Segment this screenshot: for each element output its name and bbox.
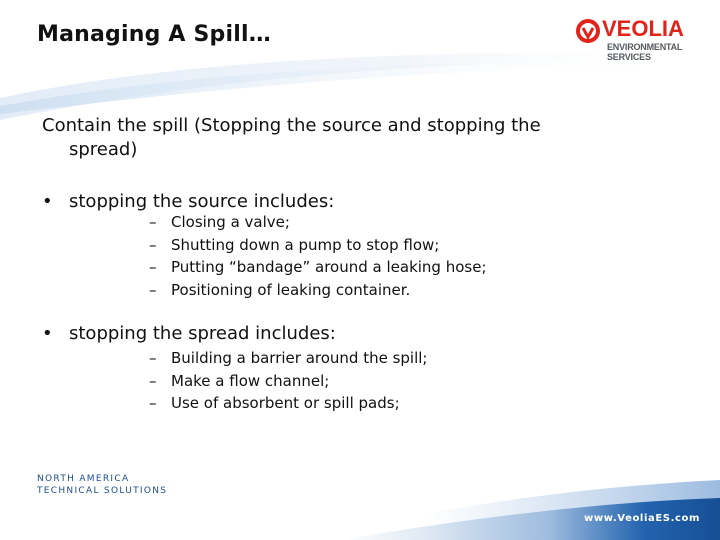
list-dash: – — [149, 235, 157, 254]
list-item — [149, 347, 427, 370]
list-dash: – — [149, 371, 157, 390]
bullet-heading: stopping the spread includes: — [69, 323, 336, 344]
list-dash: – — [149, 349, 157, 367]
list-item — [149, 279, 487, 302]
footer-division-label — [37, 473, 167, 497]
veolia-logo-icon — [576, 18, 602, 44]
list-dash: – — [149, 213, 157, 231]
logo-subtitle-line2: SERVICES — [607, 51, 651, 62]
spread-items-list — [149, 347, 427, 415]
intro-line-1: Contain the spill (Stopping the source and stopping the — [42, 115, 541, 136]
list-item-text: Positioning of leaking container. — [171, 280, 411, 299]
list-dash: – — [149, 394, 157, 412]
intro-line-2: spread) — [69, 139, 138, 160]
veolia-logo — [576, 16, 706, 64]
list-item — [149, 370, 427, 393]
list-item-text: Building a barrier around the spill; — [171, 349, 428, 367]
bullet-stopping-spread — [42, 322, 336, 346]
source-items-list — [149, 211, 487, 301]
intro-text — [42, 114, 642, 162]
list-item — [149, 392, 427, 415]
footer-website-link[interactable]: www.VeoliaES.com — [584, 513, 700, 524]
list-item-text: Make a flow channel; — [171, 371, 330, 390]
list-item — [149, 234, 487, 257]
bullet-heading: stopping the source includes: — [69, 191, 335, 212]
list-item — [149, 211, 487, 234]
logo-subtitle — [607, 43, 682, 62]
list-item — [149, 256, 487, 279]
list-dash: – — [149, 258, 157, 276]
list-dash: – — [149, 280, 157, 299]
logo-subtitle-line1: ENVIRONMENTAL — [607, 42, 683, 52]
logo-wordmark: VEOLIA — [602, 16, 684, 41]
list-item-text: Putting “bandage” around a leaking hose; — [171, 258, 487, 276]
list-item-text: Shutting down a pump to stop flow; — [171, 235, 440, 254]
list-item-text: Closing a valve; — [171, 213, 290, 231]
bullet-dot: • — [42, 323, 53, 344]
bullet-dot: • — [42, 191, 53, 212]
list-item-text: Use of absorbent or spill pads; — [171, 394, 400, 412]
footer-line-1: NORTH AMERICA — [37, 474, 130, 484]
page-title: Managing A Spill… — [37, 22, 271, 47]
footer-line-2: TECHNICAL SOLUTIONS — [37, 486, 168, 496]
